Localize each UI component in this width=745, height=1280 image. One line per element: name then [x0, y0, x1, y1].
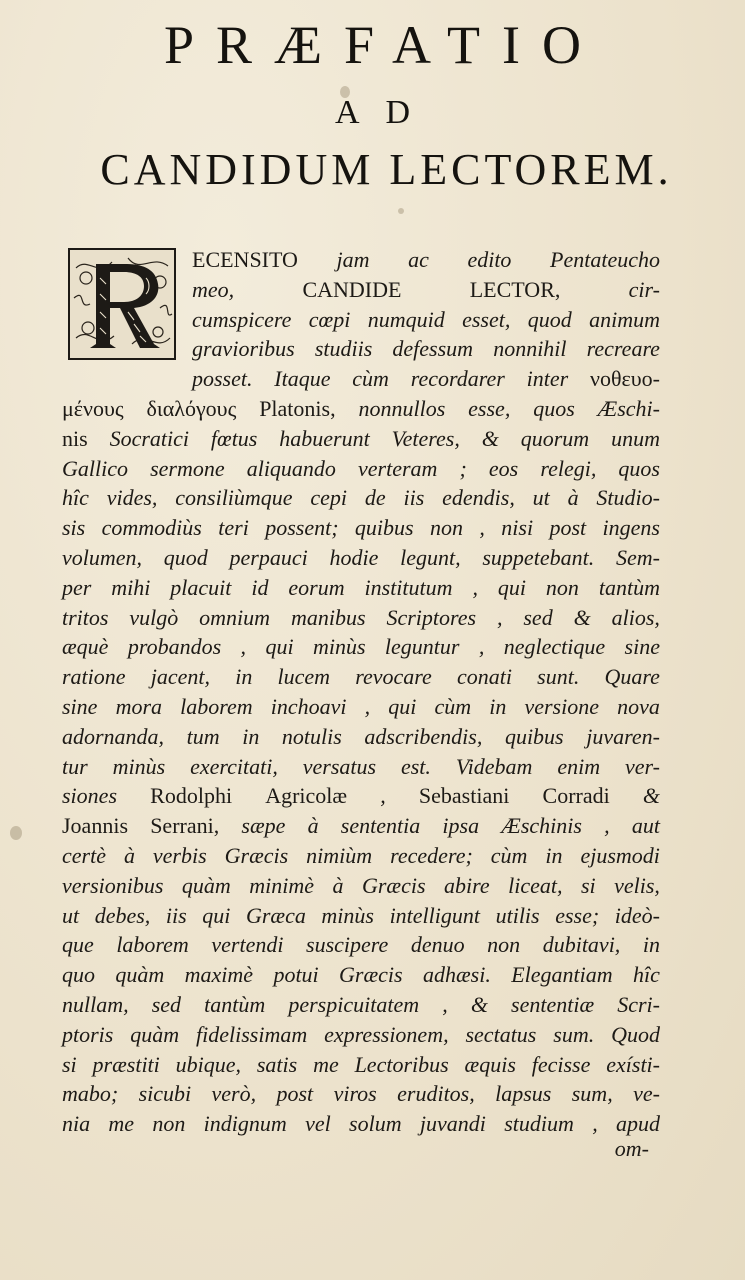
text-line: que laborem vertendi suscipere denuo non dubitavi, in: [62, 932, 660, 958]
text-line: sis commodiùs teri possent; quibus non , nisi post ingens: [62, 515, 660, 541]
text-line: per mihi placuit id eorum institutum , qui non tantùm: [62, 574, 660, 600]
text-line: ratione jacent, in lucem revocare conati sunt. Quare: [62, 664, 660, 690]
text-line: nia me non indignum vel solum juvandi studium , apud: [62, 1111, 660, 1137]
text-line: hîc vides, consiliùmque cepi de iis edendis, ut à Studio-: [62, 485, 660, 511]
catchword: om-: [614, 1136, 649, 1161]
ink-spot: [340, 86, 350, 98]
ink-spot: [10, 826, 22, 840]
text-line: nis Socratici fœtus habuerunt Veteres, & quorum unum: [62, 425, 660, 451]
text-line: posset. Itaque cùm recordarer inter νοθευο-: [192, 366, 660, 392]
text-line: tritos vulgò omnium manibus Scriptores , sed & alios,: [62, 604, 660, 630]
text-line: si præstiti ubique, satis me Lectoribus æquis fecisse exísti-: [62, 1051, 660, 1077]
text-line: versionibus quàm minimè à Græcis abire liceat, si velis,: [62, 872, 660, 898]
text-line: nullam, sed tantùm perspicuitatem , & sententiæ Scri-: [62, 992, 660, 1017]
text-line: certè à verbis Græcis nimiùm recedere; cùm in ejusmodi: [62, 843, 660, 868]
text-line: Joannis Serrani, sæpe à sententia ipsa Æschinis , aut: [62, 813, 660, 839]
text-line: meo, CANDIDE LECTOR, cir-: [192, 276, 660, 302]
text-line: ut debes, iis qui Græca minùs intelligunt utilis esse; ideò-: [62, 902, 660, 928]
text-line: quo quàm maximè potui Græcis adhæsi. Elegantiam hîc: [62, 962, 660, 988]
text-line: sine mora laborem inchoavi , qui cùm in versione nova: [62, 694, 660, 719]
ink-spot: [398, 208, 404, 214]
text-line: adornanda, tum in notulis adscribendis, quibus juvaren-: [62, 723, 660, 749]
text-line: ECENSITO jam ac edito Pentateucho: [192, 247, 660, 272]
title-preposition: AD: [334, 94, 437, 131]
text-line: siones Rodolphi Agricolæ , Sebastiani Corradi &: [62, 783, 660, 809]
page-title: PRÆFATIO: [163, 15, 604, 75]
text-line: Gallico sermone aliquando verteram ; eos relegi, quos: [62, 455, 660, 481]
text-line: æquè probandos , qui minùs leguntur , neglectique sine: [62, 634, 660, 660]
text-line: gravioribus studiis defessum nonnihil recreare: [192, 336, 660, 362]
text-line: volumen, quod perpauci hodie legunt, suppetebant. Sem-: [62, 545, 660, 570]
title-subtitle: CANDIDUM LECTOREM.: [100, 145, 673, 194]
text-line: cumspicere cœpi numquid esset, quod animum: [192, 306, 660, 332]
text-line: mabo; sicubi verò, post viros eruditos, lapsus sum, ve-: [62, 1081, 660, 1107]
text-line: μένους διαλόγους Platonis, nonnullos esse, quos Æschi-: [62, 396, 660, 421]
text-line: tur minùs exercitati, versatus est. Videbam enim ver-: [62, 753, 660, 779]
text-line: ptoris quàm fidelissimam expressionem, sectatus sum. Quod: [62, 1021, 660, 1047]
